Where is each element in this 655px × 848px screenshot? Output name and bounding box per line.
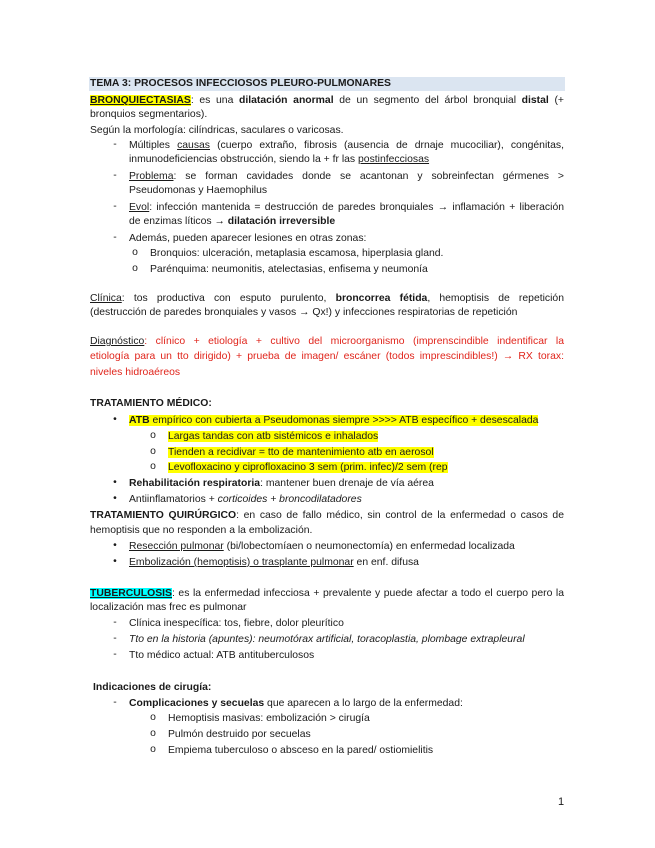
dash-marker: - [113, 139, 117, 150]
dash-marker: - [113, 170, 117, 181]
reseccion-item: Resección pulmonar (bi/lobectomíaen o neumonectomía) en enfermedad localizada [129, 541, 515, 552]
list-item-otras-zonas: Además, pueden aparecer lesiones en otras zonas: [129, 233, 367, 244]
tratamiento-quirurgico-paragraph: TRATAMIENTO QUIRÚRGICO: en caso de fallo médico, sin control de la enfermedad o casos de [90, 510, 564, 521]
dash-marker: - [113, 201, 117, 212]
atb-sub-item: Largas tandas con atb sistémicos e inhalados [168, 431, 379, 442]
list-item-evol: Evol: infección mantenida = destrucción de paredes bronquiales → inflamación + liberación [129, 202, 564, 213]
atb-sub-item: Levofloxacino y ciprofloxacino 3 sem (prim. infec)/2 sem (rep [168, 462, 448, 473]
dash-marker: - [113, 633, 117, 644]
diagnostico-paragraph-end: niveles hidroaéreos [90, 367, 181, 378]
tb-item-clinica: Clínica inespecífica: tos, fiebre, dolor pleurítico [129, 618, 344, 629]
diagnostico-paragraph: Diagnóstico: clínico + etiología + cultivo del microorganismo (imprenscindible indentificar la [90, 336, 564, 347]
list-item-evol-cont: de enzimas líticos → dilatación irreversible [129, 216, 336, 227]
bullet-marker: • [113, 556, 117, 567]
atb-sub-item: Tienden a recidivar = tto de mantenimiento atb en aerosol [168, 447, 434, 458]
list-item-problema-cont: Pseudomonas y Haemophilus [129, 185, 268, 196]
bullet-marker: • [113, 414, 117, 425]
circle-marker: o [150, 430, 156, 441]
rehabilitacion-item: Rehabilitación respiratoria: mantener buen drenaje de vía aérea [129, 478, 434, 489]
morfologia-text: Según la morfología: cilíndricas, saculares o varicosas. [90, 125, 344, 136]
tratamiento-quirurgico-cont: hemoptisis que no responden a la embolización. [90, 525, 313, 536]
tb-item-tto-actual: Tto médico actual: ATB antituberculosos [129, 650, 315, 661]
bronquiectasias-definition: BRONQUIECTASIAS: es una dilatación anormal de un segmento del árbol bronquial distal (+ [90, 95, 564, 106]
list-item-causas-cont: inmunodeficiencias obstrucción, siendo la + fr las postinfecciosas [129, 154, 430, 165]
bronquiectasias-definition-cont: bronquios segmentarios). [90, 109, 208, 120]
tuberculosis-definition-cont: localización mas frec es pulmonar [90, 602, 247, 613]
list-item-problema: Problema: se forman cavidades donde se acantonan y sobreinfectan gérmenes > [129, 171, 564, 182]
dash-marker: - [113, 697, 117, 708]
clinica-paragraph: Clínica: tos productiva con esputo purulento, broncorrea fétida, hemoptisis de repetición [90, 293, 564, 304]
heading-tratamiento-medico: TRATAMIENTO MÉDICO: [90, 398, 212, 409]
dash-marker: - [113, 232, 117, 243]
cirugia-sub-item: Pulmón destruido por secuelas [168, 729, 311, 740]
circle-marker: o [150, 446, 156, 457]
complicaciones-item: Complicaciones y secuelas que aparecen a lo largo de la enfermedad: [129, 698, 463, 709]
circle-marker: o [150, 728, 156, 739]
circle-marker: o [150, 744, 156, 755]
term-tuberculosis: TUBERCULOSIS [90, 588, 172, 599]
dash-marker: - [113, 617, 117, 628]
page-title: TEMA 3: PROCESOS INFECCIOSOS PLEURO-PULMONARES [90, 78, 391, 89]
bullet-marker: • [113, 477, 117, 488]
term-bronquiectasias: BRONQUIECTASIAS [90, 95, 191, 106]
bullet-marker: • [113, 540, 117, 551]
antiinflamatorios-item: Antiinflamatorios + corticoides + broncodilatadores [129, 494, 362, 505]
atb-item: ATB empírico con cubierta a Pseudomonas siempre >>>> ATB específico + desescalada [129, 415, 539, 426]
cirugia-sub-item: Empiema tuberculoso o absceso en la pared/ ostiomielitis [168, 745, 434, 756]
circle-marker: o [132, 247, 138, 258]
sub-item-parenquima: Parénquima: neumonitis, atelectasias, enfisema y neumonía [150, 264, 428, 275]
diagnostico-paragraph-cont: etiología para un tto dirigido) + prueba de imagen/ escáner (todos imprescindibles!) → RX torax: [90, 351, 564, 362]
cirugia-sub-item: Hemoptisis masivas: embolización > cirugía [168, 713, 370, 724]
dash-marker: - [113, 649, 117, 660]
list-item-causas: Múltiples causas (cuerpo extraño, fibrosis (ausencia de drnaje mucociliar), congénitas, [129, 140, 564, 151]
circle-marker: o [132, 263, 138, 274]
heading-indicaciones-cirugia: Indicaciones de cirugía: [93, 682, 212, 693]
page-number: 1 [558, 796, 565, 808]
clinica-paragraph-cont: (destrucción de paredes bronquiales y vasos → Qx!) y infecciones respiratorias de repetición [90, 307, 518, 318]
sub-item-bronquios: Bronquios: ulceración, metaplasia escamosa, hiperplasia gland. [150, 248, 444, 259]
embolizacion-item: Embolización (hemoptisis) o trasplante pulmonar en enf. difusa [129, 557, 419, 568]
tb-item-historia: Tto en la historia (apuntes): neumotórax artificial, toracoplastia, plombage extrapleural [129, 634, 525, 645]
circle-marker: o [150, 461, 156, 472]
circle-marker: o [150, 712, 156, 723]
bullet-marker: • [113, 493, 117, 504]
tuberculosis-definition: TUBERCULOSIS: es la enfermedad infecciosa + prevalente y puede afectar a todo el cuerpo pero la [90, 588, 564, 599]
